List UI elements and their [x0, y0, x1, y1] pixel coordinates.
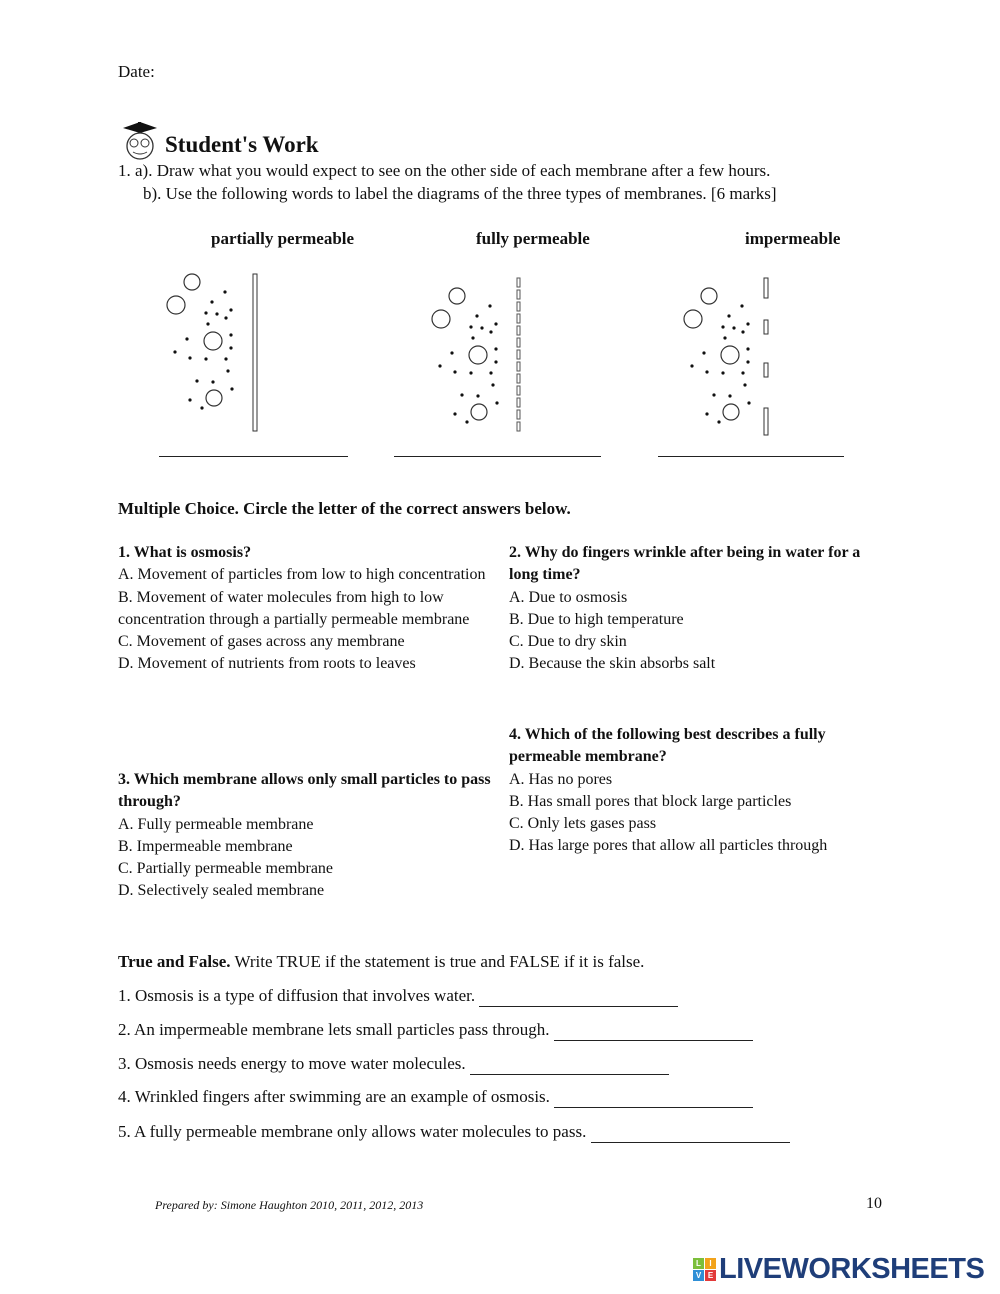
tf-answer-input-2[interactable]	[554, 1022, 753, 1041]
membrane-segment	[517, 278, 520, 287]
small-particle	[185, 337, 188, 340]
tf-statement-1	[118, 986, 678, 1007]
mc-question-3	[118, 769, 493, 903]
small-particle	[494, 347, 497, 350]
small-particle	[489, 330, 492, 333]
small-particle	[488, 304, 491, 307]
small-particle	[195, 379, 198, 382]
small-particle	[229, 308, 232, 311]
option-a[interactable]: A. Movement of particles from low to high concentration	[118, 566, 486, 584]
small-particle	[471, 336, 474, 339]
small-particle	[229, 346, 232, 349]
mc-question-4	[509, 724, 879, 858]
option-b[interactable]: B. Due to high temperature	[509, 610, 684, 628]
small-particle	[469, 325, 472, 328]
small-particle	[746, 322, 749, 325]
large-particle	[469, 346, 487, 364]
small-particle	[453, 412, 456, 415]
small-particle	[230, 387, 233, 390]
large-particle	[184, 274, 200, 290]
small-particle	[727, 314, 730, 317]
tf-statement-3	[118, 1054, 669, 1075]
mc-question-1	[118, 542, 498, 676]
membrane-segment	[517, 326, 520, 335]
tf-statement-5	[118, 1122, 790, 1143]
statement-text: 2. An impermeable membrane lets small particles pass through.	[118, 1020, 550, 1039]
instruction-a: 1. a). Draw what you would expect to see on the other side of each membrane after a few hours.	[118, 161, 771, 180]
small-particle	[204, 311, 207, 314]
tf-answer-input-4[interactable]	[554, 1089, 753, 1108]
small-particle	[480, 326, 483, 329]
word-fully-permeable: fully permeable	[476, 229, 590, 248]
small-particle	[206, 322, 209, 325]
statement-text: 4. Wrinkled fingers after swimming are an example of osmosis.	[118, 1087, 550, 1106]
option-c[interactable]: C. Only lets gases pass	[509, 815, 657, 833]
membrane-segment	[764, 363, 768, 377]
statement-text: 3. Osmosis needs energy to move water molecules.	[118, 1054, 466, 1073]
instruction-b: b). Use the following words to label the diagrams of the three types of membranes. [6 marks]	[143, 184, 777, 203]
mc-question-2	[509, 542, 879, 676]
small-particle	[215, 312, 218, 315]
tf-answer-input-3[interactable]	[470, 1056, 669, 1075]
small-particle	[494, 360, 497, 363]
option-d[interactable]: D. Movement of nutrients from roots to leaves	[118, 655, 416, 673]
statement-text: 1. Osmosis is a type of diffusion that involves water.	[118, 986, 476, 1005]
option-b[interactable]: B. Impermeable membrane	[118, 837, 293, 855]
large-particle	[701, 288, 717, 304]
small-particle	[460, 393, 463, 396]
membrane-segment	[517, 362, 520, 371]
liveworksheets-logo: LIVEWORKSHEETS	[719, 1253, 985, 1285]
large-particle	[432, 310, 450, 328]
small-particle	[747, 401, 750, 404]
small-particle	[705, 370, 708, 373]
small-particle	[211, 380, 214, 383]
small-particle	[702, 351, 705, 354]
option-a[interactable]: A. Has no pores	[509, 770, 613, 788]
small-particle	[690, 364, 693, 367]
option-d[interactable]: D. Because the skin absorbs salt	[509, 655, 716, 673]
small-particle	[494, 322, 497, 325]
option-d[interactable]: D. Selectively sealed membrane	[118, 882, 325, 900]
prepared-by: Prepared by: Simone Haughton 2010, 2011, 2012, 2013	[155, 1198, 424, 1212]
small-particle	[469, 371, 472, 374]
question-text: 2. Why do fingers wrinkle after being in water for a long time?	[509, 544, 861, 584]
tf-title: True and False.	[118, 952, 231, 971]
page-number: 10	[866, 1195, 882, 1212]
large-particle	[206, 390, 222, 406]
membrane-segment	[517, 422, 520, 431]
membrane-segment	[764, 320, 768, 334]
question-text: 1. What is osmosis?	[118, 544, 252, 561]
small-particle	[489, 371, 492, 374]
membrane-segment	[517, 410, 520, 419]
small-particle	[224, 357, 227, 360]
small-particle	[717, 420, 720, 423]
membrane-solid	[253, 274, 257, 431]
large-particle	[723, 404, 739, 420]
large-particle	[684, 310, 702, 328]
tf-statement-4	[118, 1087, 753, 1108]
small-particle	[210, 300, 213, 303]
option-d[interactable]: D. Has large pores that allow all particles through	[509, 837, 828, 855]
small-particle	[728, 394, 731, 397]
small-particle	[476, 394, 479, 397]
small-particle	[491, 383, 494, 386]
large-particle	[471, 404, 487, 420]
small-particle	[732, 326, 735, 329]
small-particle	[224, 316, 227, 319]
small-particle	[204, 357, 207, 360]
membrane-segment	[764, 408, 768, 435]
membrane-segment	[517, 314, 520, 323]
word-impermeable: impermeable	[745, 229, 841, 248]
small-particle	[475, 314, 478, 317]
membrane-diagrams[interactable]	[0, 0, 1000, 460]
small-particle	[450, 351, 453, 354]
membrane-segment	[517, 374, 520, 383]
membrane-segment	[517, 350, 520, 359]
diagram-label-input-2[interactable]	[394, 454, 601, 457]
membrane-segment	[517, 386, 520, 395]
statement-text: 5. A fully permeable membrane only allows water molecules to pass.	[118, 1122, 587, 1141]
option-c[interactable]: C. Due to dry skin	[509, 633, 627, 651]
option-c[interactable]: C. Partially permeable membrane	[118, 860, 334, 878]
membrane-segment	[517, 302, 520, 311]
small-particle	[200, 406, 203, 409]
option-b[interactable]: B. Movement of water molecules from high to low concentration through a partially permeable membrane	[118, 588, 470, 628]
option-a[interactable]: A. Due to osmosis	[509, 588, 628, 606]
small-particle	[465, 420, 468, 423]
small-particle	[721, 371, 724, 374]
membrane-segment	[517, 290, 520, 299]
question-text: 3. Which membrane allows only small particles to pass through?	[118, 771, 491, 811]
small-particle	[453, 370, 456, 373]
small-particle	[495, 401, 498, 404]
tf-answer-input-5[interactable]	[591, 1124, 790, 1143]
large-particle	[449, 288, 465, 304]
small-particle	[173, 350, 176, 353]
tf-answer-input-1[interactable]	[479, 988, 678, 1007]
small-particle	[705, 412, 708, 415]
small-particle	[721, 325, 724, 328]
tf-heading	[118, 952, 644, 972]
membrane-segment	[517, 398, 520, 407]
large-particle	[167, 296, 185, 314]
live-logo-icon: L I V E	[693, 1258, 717, 1282]
small-particle	[746, 347, 749, 350]
mc-heading: Multiple Choice. Circle the letter of the correct answers below.	[118, 499, 571, 518]
tf-statement-2	[118, 1020, 753, 1041]
date-label: Date:	[118, 62, 155, 81]
tf-instruction: Write TRUE if the statement is true and FALSE if it is false.	[230, 952, 645, 971]
option-b[interactable]: B. Has small pores that block large particles	[509, 792, 792, 810]
question-text: 4. Which of the following best describes a fully permeable membrane?	[509, 726, 826, 766]
small-particle	[740, 304, 743, 307]
large-particle	[721, 346, 739, 364]
membrane-segment	[517, 338, 520, 347]
small-particle	[188, 356, 191, 359]
small-particle	[741, 330, 744, 333]
small-particle	[746, 360, 749, 363]
small-particle	[743, 383, 746, 386]
small-particle	[223, 290, 226, 293]
small-particle	[723, 336, 726, 339]
small-particle	[712, 393, 715, 396]
large-particle	[204, 332, 222, 350]
small-particle	[188, 398, 191, 401]
option-c[interactable]: C. Movement of gases across any membrane	[118, 633, 405, 651]
small-particle	[229, 333, 232, 336]
small-particle	[226, 369, 229, 372]
diagram-label-input-3[interactable]	[658, 454, 844, 457]
membrane-segment	[764, 278, 768, 298]
section-title: Student's Work	[165, 132, 319, 157]
small-particle	[741, 371, 744, 374]
option-a[interactable]: A. Fully permeable membrane	[118, 815, 314, 833]
word-partially-permeable: partially permeable	[211, 229, 355, 248]
small-particle	[438, 364, 441, 367]
diagram-label-input-1[interactable]	[159, 454, 348, 457]
